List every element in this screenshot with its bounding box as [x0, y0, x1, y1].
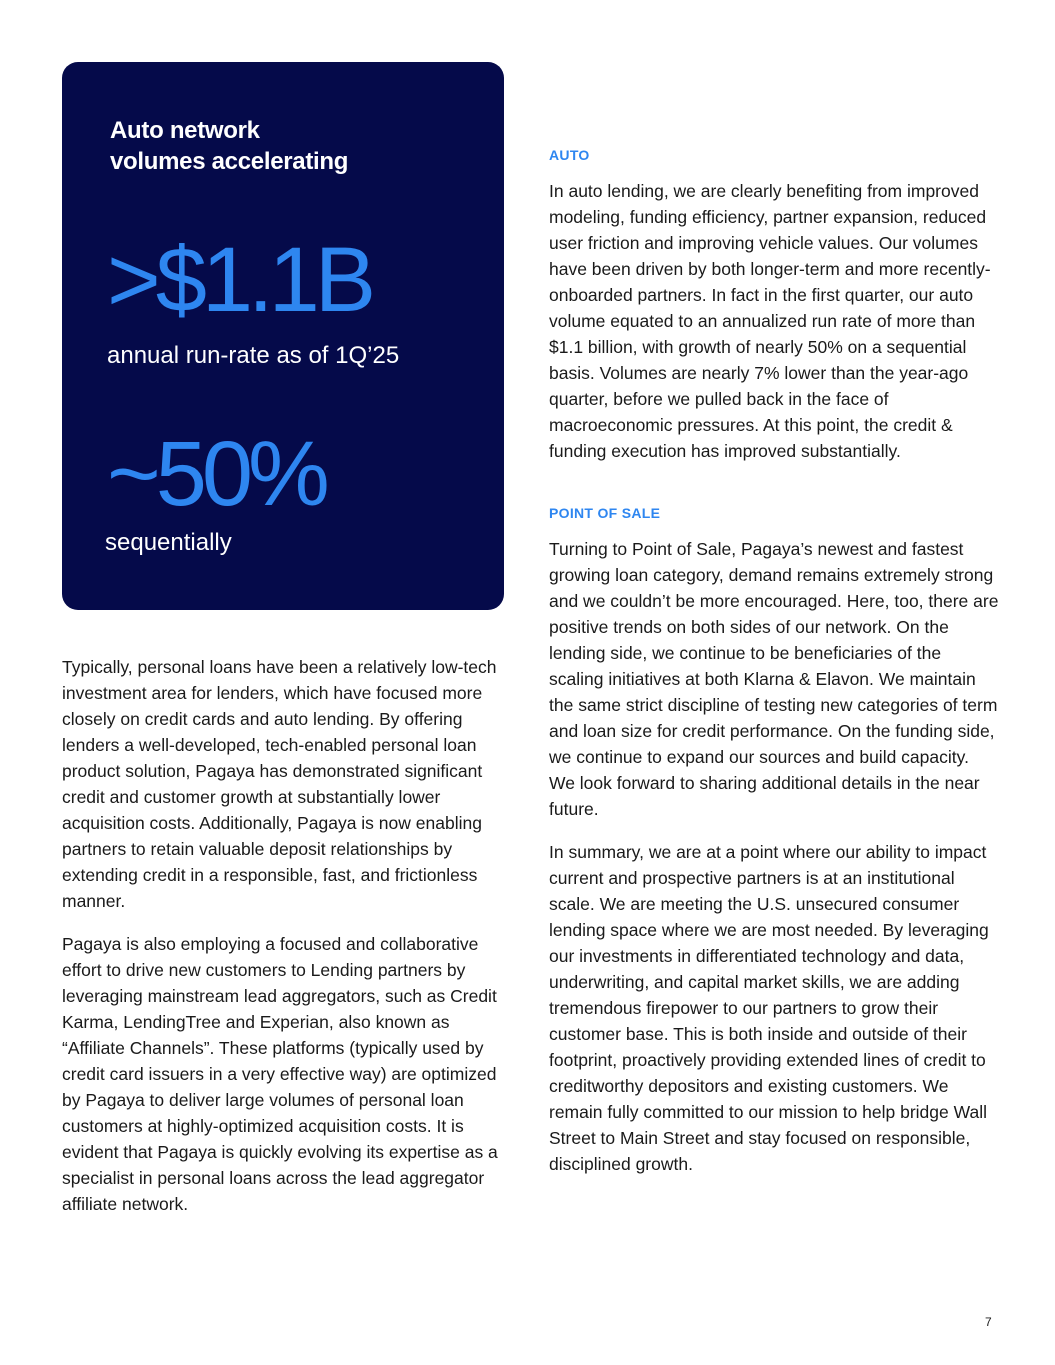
point-of-sale-section-heading: POINT OF SALE [549, 505, 661, 521]
auto-section-heading: AUTO [549, 147, 590, 163]
left-column [62, 654, 510, 1217]
card-title-line-2: volumes accelerating [110, 148, 349, 175]
run-rate-stat-value: >$1.1B [107, 229, 372, 331]
affiliate-channels-paragraph: Pagaya is also employing a focused and collaborative effort to drive new customers to Lending partners by leveraging mainstream lead aggregators, such as Credit Karma, LendingTree and Experian, also known as “Affiliate Channels”. These platforms (typically used by credit card issuers in a very effective way) are optimized by Pagaya to deliver large volumes of personal loan customers at highly-optimized acquisition costs. It is evident that Pagaya is quickly evolving its expertise as a specialist in personal loans across the lead aggregator affiliate network. [62, 934, 498, 1214]
summary-paragraph: In summary, we are at a point where our ability to impact current and prospective partners is at an institutional scale. We are meeting the U.S. unsecured consumer lending space where we are most needed. By leveraging our investments in differentiated technology and data, underwriting, and capital market skills, we are adding tremendous firepower to our partners to grow their customer base. This is both inside and outside of their footprint, proactively providing extended lines of credit to creditworthy depositors and existing customers. We remain fully committed to our mission to help bridge Wall Street to Main Street and stay focused on responsible, disciplined growth. [549, 842, 989, 1174]
run-rate-stat-label: annual run-rate as of 1Q’25 [107, 342, 400, 369]
auto-section-body: In auto lending, we are clearly benefiting from improved modeling, funding efficiency, partner expansion, reduced user friction and improving vehicle values. Our volumes have been driven by both longer-term and more recently-onboarded partners. In fact in the first quarter, our auto volume equated to an annualized run rate of more than $1.1 billion, with growth of nearly 50% on a sequential basis. Volumes are nearly 7% lower than the year-ago quarter, before we pulled back in the face of macroeconomic pressures. At this point, the credit & funding execution has improved substantially. [549, 181, 991, 461]
personal-loans-paragraph: Typically, personal loans have been a relatively low-tech investment area for lenders, which have focused more closely on credit cards and auto lending. By offering lenders a well-developed, tech-enabled personal loan product solution, Pagaya has demonstrated significant credit and customer growth at substantially lower acquisition costs. Additionally, Pagaya is now enabling partners to retain valuable deposit relationships by extending credit in a responsible, fast, and frictionless manner. [62, 657, 497, 911]
right-column [549, 146, 999, 1177]
page-number: 7 [985, 1315, 992, 1329]
sequential-growth-stat-value: ~50% [107, 423, 325, 525]
point-of-sale-section-body: Turning to Point of Sale, Pagaya’s newest and fastest growing loan category, demand remains extremely strong and we couldn’t be more encouraged. Here, too, there are positive trends on both sides of our network. On the lending side, we continue to be beneficiaries of the scaling initiatives at both Klarna & Elavon. We maintain the same strict discipline of testing new categories of term and loan size for credit performance. On the funding side, we continue to expand our sources and build capacity. We look forward to sharing additional details in the near future. [549, 539, 999, 819]
card-title-line-1: Auto network [110, 117, 260, 144]
card-title [110, 115, 470, 177]
highlight-card [62, 62, 504, 610]
sequential-growth-stat-label: sequentially [105, 529, 232, 556]
